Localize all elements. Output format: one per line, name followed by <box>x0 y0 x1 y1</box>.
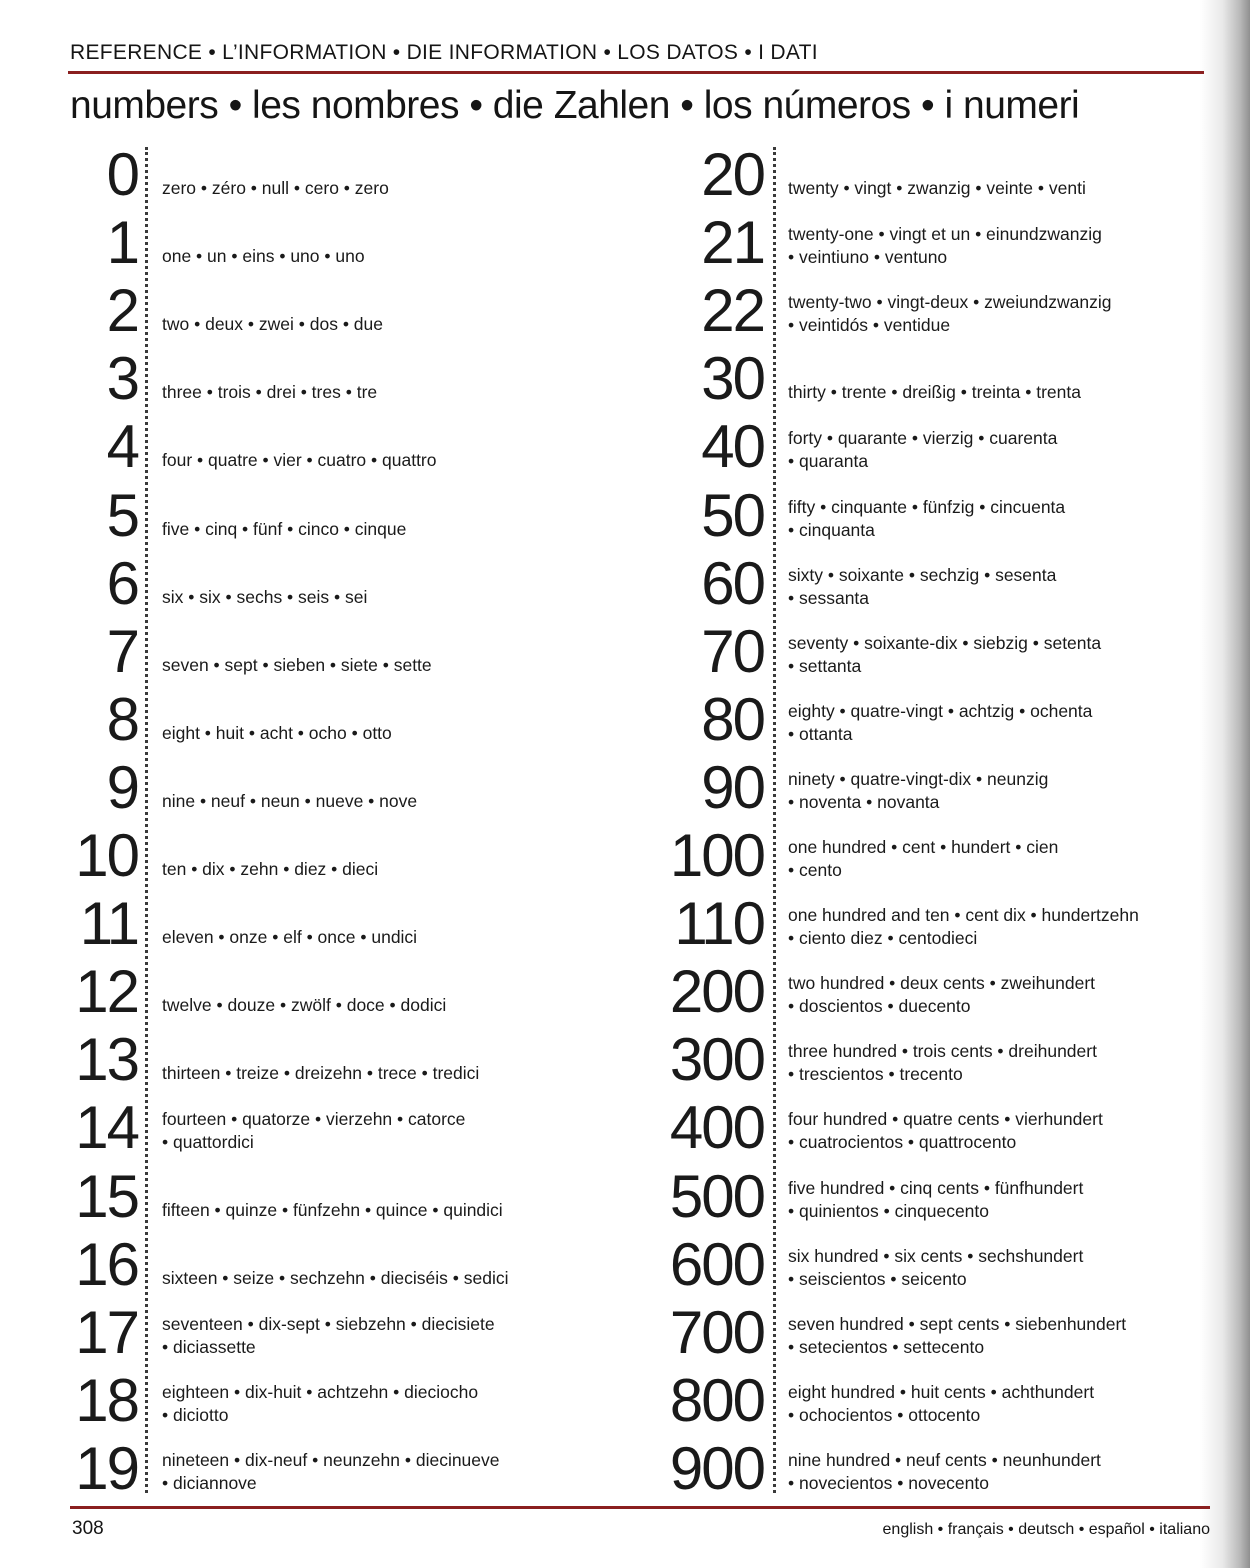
numeral: 8 <box>106 685 138 753</box>
page-number: 308 <box>72 1518 104 1539</box>
number-words-line: • veintiuno • ventuno <box>788 247 948 268</box>
number-words-line: four • quatre • vier • cuatro • quattro <box>162 450 437 471</box>
numeral: 10 <box>75 822 138 889</box>
number-row <box>66 685 636 756</box>
number-row <box>66 1366 636 1437</box>
number-words-line: • noventa • novanta <box>788 791 940 812</box>
number-row <box>652 279 1212 347</box>
number-words-line: two • deux • zwei • dos • due <box>162 314 384 335</box>
number-row <box>66 824 636 892</box>
numeral: 600 <box>669 1230 764 1298</box>
numeral: 22 <box>701 277 764 345</box>
number-words-line: seventeen • dix-sept • siebzehn • diecisiete <box>162 1313 495 1334</box>
number-words <box>162 1199 503 1222</box>
numeral: 7 <box>106 617 138 685</box>
number-words <box>788 632 1101 678</box>
numeral: 0 <box>106 141 138 208</box>
number-words <box>162 722 392 745</box>
number-words <box>162 449 437 472</box>
number-words-line: fourteen • quatorze • vierzehn • catorce <box>162 1109 466 1130</box>
number-words-line: eleven • onze • elf • once • undici <box>162 927 418 948</box>
numeral: 500 <box>669 1162 764 1230</box>
number-words <box>162 1062 479 1085</box>
number-words-line: • ottanta <box>788 723 853 744</box>
numeral: 21 <box>701 209 764 277</box>
number-words-line: twenty • vingt • zwanzig • veinte • venti <box>788 178 1086 198</box>
number-words-line: zero • zéro • null • cero • zero <box>162 178 389 198</box>
number-row <box>652 549 1212 620</box>
number-words-line: nine hundred • neuf cents • neunhundert <box>788 1449 1101 1470</box>
numeral: 300 <box>669 1026 764 1094</box>
number-words-line: • novecientos • novecento <box>788 1472 989 1493</box>
numeral: 400 <box>669 1094 764 1162</box>
number-words-line: • diciassette <box>162 1336 256 1357</box>
numbers-column-right <box>652 143 1212 1500</box>
numeral: 80 <box>701 685 764 753</box>
number-row <box>652 960 1212 1028</box>
number-row <box>66 211 636 279</box>
numeral: 40 <box>701 413 764 481</box>
page-title: numbers • les nombres • die Zahlen • los números • i numeri <box>70 84 1080 127</box>
number-words <box>162 858 378 881</box>
number-words <box>162 1267 508 1290</box>
number-row <box>66 617 636 688</box>
number-words <box>162 926 417 949</box>
number-words <box>162 1381 478 1427</box>
number-words <box>788 381 1081 404</box>
number-row <box>66 753 636 824</box>
number-words-line: • setecientos • settecento <box>788 1336 985 1357</box>
number-words <box>162 994 446 1017</box>
numeral: 60 <box>701 549 764 617</box>
number-words <box>788 1381 1094 1427</box>
number-words-line: seventy • soixante-dix • siebzig • setenta <box>788 632 1102 653</box>
number-row <box>652 617 1212 688</box>
number-words <box>162 1313 495 1359</box>
number-row <box>652 892 1212 960</box>
number-words-line: fifteen • quinze • fünfzehn • quince • quindici <box>162 1199 503 1220</box>
number-row <box>652 481 1212 552</box>
number-words <box>162 245 365 268</box>
number-words-line: • seiscientos • seicento <box>788 1268 967 1289</box>
number-words-line: ten • dix • zehn • diez • dieci <box>162 859 379 879</box>
numeral: 9 <box>106 753 138 821</box>
number-words-line: • ochocientos • ottocento <box>788 1404 981 1425</box>
number-row <box>66 1434 636 1505</box>
number-row <box>652 415 1212 483</box>
numeral: 6 <box>106 549 138 617</box>
number-words-line: three hundred • trois cents • dreihundert <box>788 1041 1097 1062</box>
number-row <box>66 1230 636 1301</box>
section-header: REFERENCE • L’INFORMATION • DIE INFORMATION • LOS DATOS • I DATI <box>70 41 818 64</box>
numeral: 900 <box>669 1434 764 1502</box>
number-words <box>788 1449 1101 1495</box>
numeral: 90 <box>701 753 764 821</box>
number-words <box>162 790 417 813</box>
header-rule <box>68 71 1204 74</box>
number-words <box>788 291 1112 337</box>
number-words-line: • veintidós • ventidue <box>788 315 951 336</box>
number-words-line: one hundred and ten • cent dix • hundertzehn <box>788 905 1139 926</box>
numeral: 100 <box>669 822 764 889</box>
numeral: 1 <box>106 209 138 277</box>
number-row <box>66 1298 636 1369</box>
number-words <box>162 1108 465 1154</box>
number-words-line: • quattordici <box>162 1132 254 1153</box>
number-words <box>788 972 1095 1018</box>
number-row <box>66 279 636 347</box>
number-row <box>66 960 636 1028</box>
number-words-line: • quaranta <box>788 451 869 472</box>
number-words-line: • sessanta <box>788 587 870 608</box>
number-words <box>162 177 389 200</box>
numeral: 13 <box>75 1026 138 1094</box>
number-words <box>788 1245 1083 1291</box>
number-row <box>66 143 636 211</box>
number-row <box>66 481 636 552</box>
number-words <box>788 427 1057 473</box>
number-words-line: • diciannove <box>162 1472 257 1493</box>
number-words-line: • doscientos • duecento <box>788 996 971 1017</box>
numeral: 19 <box>75 1434 138 1502</box>
number-row <box>652 1434 1212 1505</box>
number-words <box>788 904 1139 950</box>
numeral: 17 <box>75 1298 138 1366</box>
number-words-line: one • un • eins • uno • uno <box>162 246 365 267</box>
number-words-line: eight • huit • acht • ocho • otto <box>162 722 392 743</box>
number-words <box>162 313 383 336</box>
number-words-line: • trescientos • trecento <box>788 1064 963 1085</box>
numeral: 3 <box>106 345 138 413</box>
number-words <box>788 1108 1103 1154</box>
number-words-line: six • six • sechs • seis • sei <box>162 586 368 607</box>
number-words-line: eighteen • dix-huit • achtzehn • dieciocho <box>162 1381 479 1402</box>
number-row <box>66 892 636 960</box>
number-words <box>788 1040 1097 1086</box>
footer-rule <box>70 1506 1210 1509</box>
number-words-line: two hundred • deux cents • zweihundert <box>788 973 1096 994</box>
number-words-line: five hundred • cinq cents • fünfhundert <box>788 1177 1084 1198</box>
number-words-line: one hundred • cent • hundert • cien <box>788 837 1059 857</box>
number-words-line: nine • neuf • neun • nueve • nove <box>162 790 418 811</box>
number-row <box>652 824 1212 892</box>
number-words <box>162 1449 500 1495</box>
number-words-line: • ciento diez • centodieci <box>788 928 978 949</box>
number-words <box>162 518 406 541</box>
number-words-line: • settanta <box>788 655 862 676</box>
numeral: 14 <box>75 1094 138 1162</box>
number-words-line: • cuatrocientos • quattrocento <box>788 1132 1017 1153</box>
number-words-line: thirty • trente • dreißig • treinta • trenta <box>788 382 1081 403</box>
number-words-line: forty • quarante • vierzig • cuarenta <box>788 428 1058 449</box>
number-row <box>66 1162 636 1233</box>
number-row <box>652 753 1212 824</box>
numeral: 50 <box>701 481 764 549</box>
number-words-line: ninety • quatre-vingt-dix • neunzig <box>788 768 1049 789</box>
number-row <box>652 1298 1212 1369</box>
numeral: 5 <box>106 481 138 549</box>
numeral: 20 <box>701 141 764 208</box>
number-row <box>652 685 1212 756</box>
number-row <box>652 1028 1212 1096</box>
number-row <box>652 1230 1212 1301</box>
numeral: 15 <box>75 1162 138 1230</box>
number-words-line: • cento <box>788 860 842 880</box>
numeral: 12 <box>75 958 138 1026</box>
number-words <box>788 223 1102 269</box>
numeral: 200 <box>669 958 764 1026</box>
number-row <box>652 1366 1212 1437</box>
number-words-line: three • trois • drei • tres • tre <box>162 382 378 403</box>
numeral: 70 <box>701 617 764 685</box>
numeral: 11 <box>79 890 138 958</box>
number-row <box>652 1162 1212 1233</box>
number-words <box>788 836 1058 882</box>
number-words <box>788 1177 1083 1223</box>
number-words <box>788 177 1086 200</box>
number-words-line: nineteen • dix-neuf • neunzehn • diecinueve <box>162 1449 500 1470</box>
number-row <box>66 347 636 415</box>
numeral: 18 <box>75 1366 138 1434</box>
number-row <box>66 415 636 483</box>
number-row <box>652 211 1212 279</box>
number-words-line: seven hundred • sept cents • siebenhundert <box>788 1313 1127 1334</box>
number-words <box>788 700 1092 746</box>
numeral: 2 <box>106 277 138 345</box>
number-row <box>652 347 1212 415</box>
number-row <box>652 143 1212 211</box>
number-words-line: twelve • douze • zwölf • doce • dodici <box>162 995 447 1016</box>
numeral: 800 <box>669 1366 764 1434</box>
number-words-line: thirteen • treize • dreizehn • trece • tredici <box>162 1063 480 1084</box>
numbers-column-left <box>66 143 636 1500</box>
number-words-line: fifty • cinquante • fünfzig • cincuenta <box>788 496 1066 517</box>
number-words <box>788 1313 1126 1359</box>
number-words-line: twenty-one • vingt et un • einundzwanzig <box>788 224 1102 245</box>
number-row <box>66 1096 636 1164</box>
number-words-line: four hundred • quatre cents • vierhundert <box>788 1109 1103 1130</box>
number-words-line: sixteen • seize • sechzehn • dieciséis • sedici <box>162 1267 509 1288</box>
numeral: 30 <box>701 345 764 413</box>
number-words-line: sixty • soixante • sechzig • sesenta <box>788 564 1057 585</box>
number-words-line: seven • sept • sieben • siete • sette <box>162 654 432 675</box>
number-row <box>66 1028 636 1096</box>
number-words-line: • quinientos • cinquecento <box>788 1200 990 1221</box>
number-words-line: • diciotto <box>162 1404 229 1425</box>
number-words-line: twenty-two • vingt-deux • zweiundzwanzig <box>788 292 1112 313</box>
number-words <box>788 768 1048 814</box>
number-words <box>162 654 432 677</box>
number-words-line: six hundred • six cents • sechshundert <box>788 1245 1084 1266</box>
footer-languages: english • français • deutsch • español • italiano <box>882 1521 1210 1538</box>
number-words-line: eighty • quatre-vingt • achtzig • ochenta <box>788 700 1093 721</box>
number-words <box>162 586 367 609</box>
numeral: 16 <box>75 1230 138 1298</box>
number-words <box>788 564 1056 610</box>
number-row <box>66 549 636 620</box>
numeral: 110 <box>674 890 764 958</box>
number-words <box>788 496 1065 542</box>
numeral: 4 <box>106 413 138 481</box>
number-words <box>162 381 377 404</box>
number-row <box>652 1096 1212 1164</box>
number-words-line: eight hundred • huit cents • achthundert <box>788 1381 1095 1402</box>
numeral: 700 <box>669 1298 764 1366</box>
number-words-line: five • cinq • fünf • cinco • cinque <box>162 518 407 539</box>
number-words-line: • cinquanta <box>788 519 875 540</box>
